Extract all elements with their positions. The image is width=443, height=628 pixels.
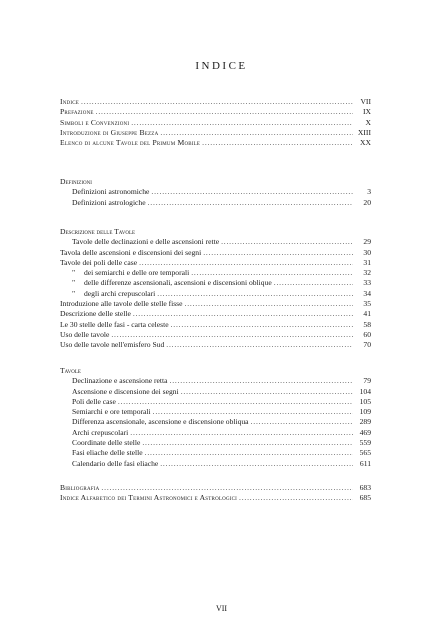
toc-entry-title: Indice <box>60 97 80 106</box>
toc-leader <box>81 97 353 107</box>
toc-leader <box>171 320 353 330</box>
ditto-mark: " <box>72 278 76 288</box>
toc-entry-page: 34 <box>363 288 371 298</box>
toc-section-definizioni <box>60 177 371 208</box>
toc-entry-title: Archi crepuscolari <box>72 427 129 437</box>
toc-leader <box>151 187 353 197</box>
toc-entry-title: Elenco di alcune Tavole del Primum Mobile <box>60 138 201 148</box>
toc-back-matter <box>60 483 371 504</box>
toc-leader <box>139 258 353 268</box>
toc-leader <box>145 448 353 458</box>
toc-leader <box>111 330 353 340</box>
toc-leader <box>118 397 353 407</box>
toc-leader <box>274 278 353 288</box>
toc-entry-title: dei semiarchi e delle ore temporali <box>84 268 190 278</box>
toc-entry-page: IX <box>362 107 371 117</box>
toc-entry-title: Poli delle case <box>72 396 116 406</box>
toc-entry[interactable] <box>60 340 371 350</box>
toc-entry-title: Descrizione delle stelle <box>60 309 131 319</box>
toc-leader <box>239 493 353 503</box>
toc-entry-page: 30 <box>363 247 371 257</box>
toc-entry-title: degli archi crepuscolari <box>84 288 156 298</box>
toc-entry-page: 611 <box>359 458 371 468</box>
toc-entry[interactable] <box>60 128 371 138</box>
toc-entry[interactable] <box>60 268 371 278</box>
section-heading: Tavole <box>60 366 81 375</box>
toc-entry[interactable] <box>60 198 371 208</box>
toc-entry-title: Definizioni astrologiche <box>72 197 146 207</box>
toc-entry-page: 41 <box>363 309 371 319</box>
toc-entry-title: Tavole delle declinazioni e delle ascensioni rette <box>72 237 220 247</box>
toc-leader <box>130 428 353 438</box>
toc-entry-title: delle differenze ascensionali, ascensioni e discensioni oblique <box>84 278 272 288</box>
toc-entry[interactable] <box>60 459 371 469</box>
toc-leader <box>96 107 353 117</box>
toc-entry[interactable] <box>60 387 371 397</box>
toc-leader <box>181 387 353 397</box>
ditto-mark: " <box>72 268 76 278</box>
section-heading: Definizioni <box>60 177 92 186</box>
toc-entry-page: 289 <box>359 417 371 427</box>
toc-entry-page: 683 <box>359 483 371 492</box>
toc-entry[interactable] <box>60 438 371 448</box>
toc-entry-page: 60 <box>363 329 371 339</box>
toc-leader <box>160 128 353 138</box>
toc-entry-title: Indice Alfabetico dei Termini Astronomici e Astrologici <box>60 493 238 503</box>
toc-entry[interactable] <box>60 138 371 148</box>
toc-entry[interactable] <box>60 483 371 493</box>
toc-section-tavole <box>60 366 371 469</box>
toc-entry[interactable] <box>60 187 371 197</box>
toc-entry-page: X <box>365 117 371 127</box>
toc-leader <box>191 268 353 278</box>
toc-entry-page: 79 <box>363 376 371 386</box>
toc-leader <box>170 376 353 386</box>
toc-leader <box>202 138 353 148</box>
toc-entry[interactable] <box>60 320 371 330</box>
page-title: INDICE <box>195 60 248 72</box>
toc-leader <box>185 299 353 309</box>
toc-leader <box>142 438 353 448</box>
toc-leader <box>166 340 353 350</box>
toc-entry-page: 58 <box>363 319 371 329</box>
toc-entry-page: 565 <box>359 448 371 458</box>
toc-entry-title: Declinazione e ascensione retta <box>72 376 168 386</box>
toc-entry-title: Definizioni astronomiche <box>72 187 150 197</box>
toc-entry-title: Uso delle tavole <box>60 329 110 339</box>
toc-entry[interactable] <box>60 397 371 407</box>
toc-entry-page: 109 <box>359 407 371 417</box>
toc-entry[interactable] <box>60 428 371 438</box>
toc-leader <box>153 407 353 417</box>
toc-entry-page: 104 <box>359 386 371 396</box>
toc-entry-title: Tavole dei poli delle case <box>60 257 138 267</box>
page-number: VII <box>215 604 228 613</box>
toc-leader <box>160 459 353 469</box>
toc-entry-title: Introduzione alle tavole delle stelle fisse <box>60 299 183 309</box>
section-heading: Descrizione delle Tavole <box>60 227 136 236</box>
toc-leader <box>157 289 353 299</box>
toc-entry[interactable] <box>60 289 371 299</box>
toc-entry[interactable] <box>60 258 371 268</box>
toc-entry[interactable] <box>60 299 371 309</box>
toc-entry-title: Tavola delle ascensioni e discensioni dei segni <box>60 247 202 257</box>
toc-entry-page: XIII <box>357 127 371 137</box>
toc-entry-page: VII <box>360 97 371 106</box>
toc-entry[interactable] <box>60 407 371 417</box>
toc-leader <box>251 417 353 427</box>
toc-entry-page: 685 <box>359 493 371 503</box>
toc-front-matter <box>60 97 371 148</box>
toc-entry-page: 29 <box>363 237 371 247</box>
toc-leader <box>221 237 353 247</box>
toc-entry-page: 559 <box>359 438 371 448</box>
toc-leader <box>148 198 353 208</box>
toc-entry-title: Introduzione di Giuseppe Bezza <box>60 127 159 137</box>
toc-entry[interactable] <box>60 417 371 427</box>
toc-entry-title: Semiarchi e ore temporali <box>72 407 151 417</box>
toc-entry[interactable] <box>60 278 371 288</box>
toc-entry-page: 3 <box>367 187 371 197</box>
toc-entry-title: Prefazione <box>60 107 94 117</box>
toc-entry[interactable] <box>60 309 371 319</box>
toc-entry-title: Ascensione e discensione dei segni <box>72 386 179 396</box>
toc-entry[interactable] <box>60 330 371 340</box>
toc-leader <box>203 248 353 258</box>
toc-entry[interactable] <box>60 376 371 386</box>
toc-entry[interactable] <box>60 97 371 107</box>
toc-leader <box>131 118 353 128</box>
toc-leader <box>133 309 353 319</box>
toc-entry-title: Differenza ascensionale, ascensione e discensione obliqua <box>72 417 249 427</box>
toc-entry[interactable] <box>60 493 371 503</box>
toc-entry[interactable] <box>60 118 371 128</box>
toc-entry-title: Uso delle tavole nell'emisfero Sud <box>60 340 165 350</box>
toc-entry-page: 35 <box>363 299 371 309</box>
toc-entry-page: 70 <box>363 340 371 350</box>
toc-entry-title: Bibliografia <box>60 483 100 492</box>
toc-entry-page: 31 <box>363 257 371 267</box>
toc-entry-page: 32 <box>363 268 371 278</box>
toc-entry[interactable] <box>60 107 371 117</box>
toc-entry-page: 105 <box>359 396 371 406</box>
toc-entry-title: Fasi eliache delle stelle <box>72 448 143 458</box>
toc-entry-title: Calendario delle fasi eliache <box>72 458 159 468</box>
toc-entry-title: Le 30 stelle delle fasi - carta celeste <box>60 319 169 329</box>
toc-entry[interactable] <box>60 248 371 258</box>
toc-entry[interactable] <box>60 448 371 458</box>
toc-entry-page: 33 <box>363 278 371 288</box>
toc-section-descrizione <box>60 227 371 351</box>
toc-leader <box>101 483 353 493</box>
toc-entry-page: XX <box>360 138 371 148</box>
toc-entry[interactable] <box>60 237 371 247</box>
toc-entry-page: 469 <box>359 427 371 437</box>
toc-entry-page: 20 <box>363 197 371 207</box>
toc-entry-title: Simboli e Convenzioni <box>60 117 130 127</box>
toc-entry-title: Coordinate delle stelle <box>72 438 141 448</box>
ditto-mark: " <box>72 288 76 298</box>
